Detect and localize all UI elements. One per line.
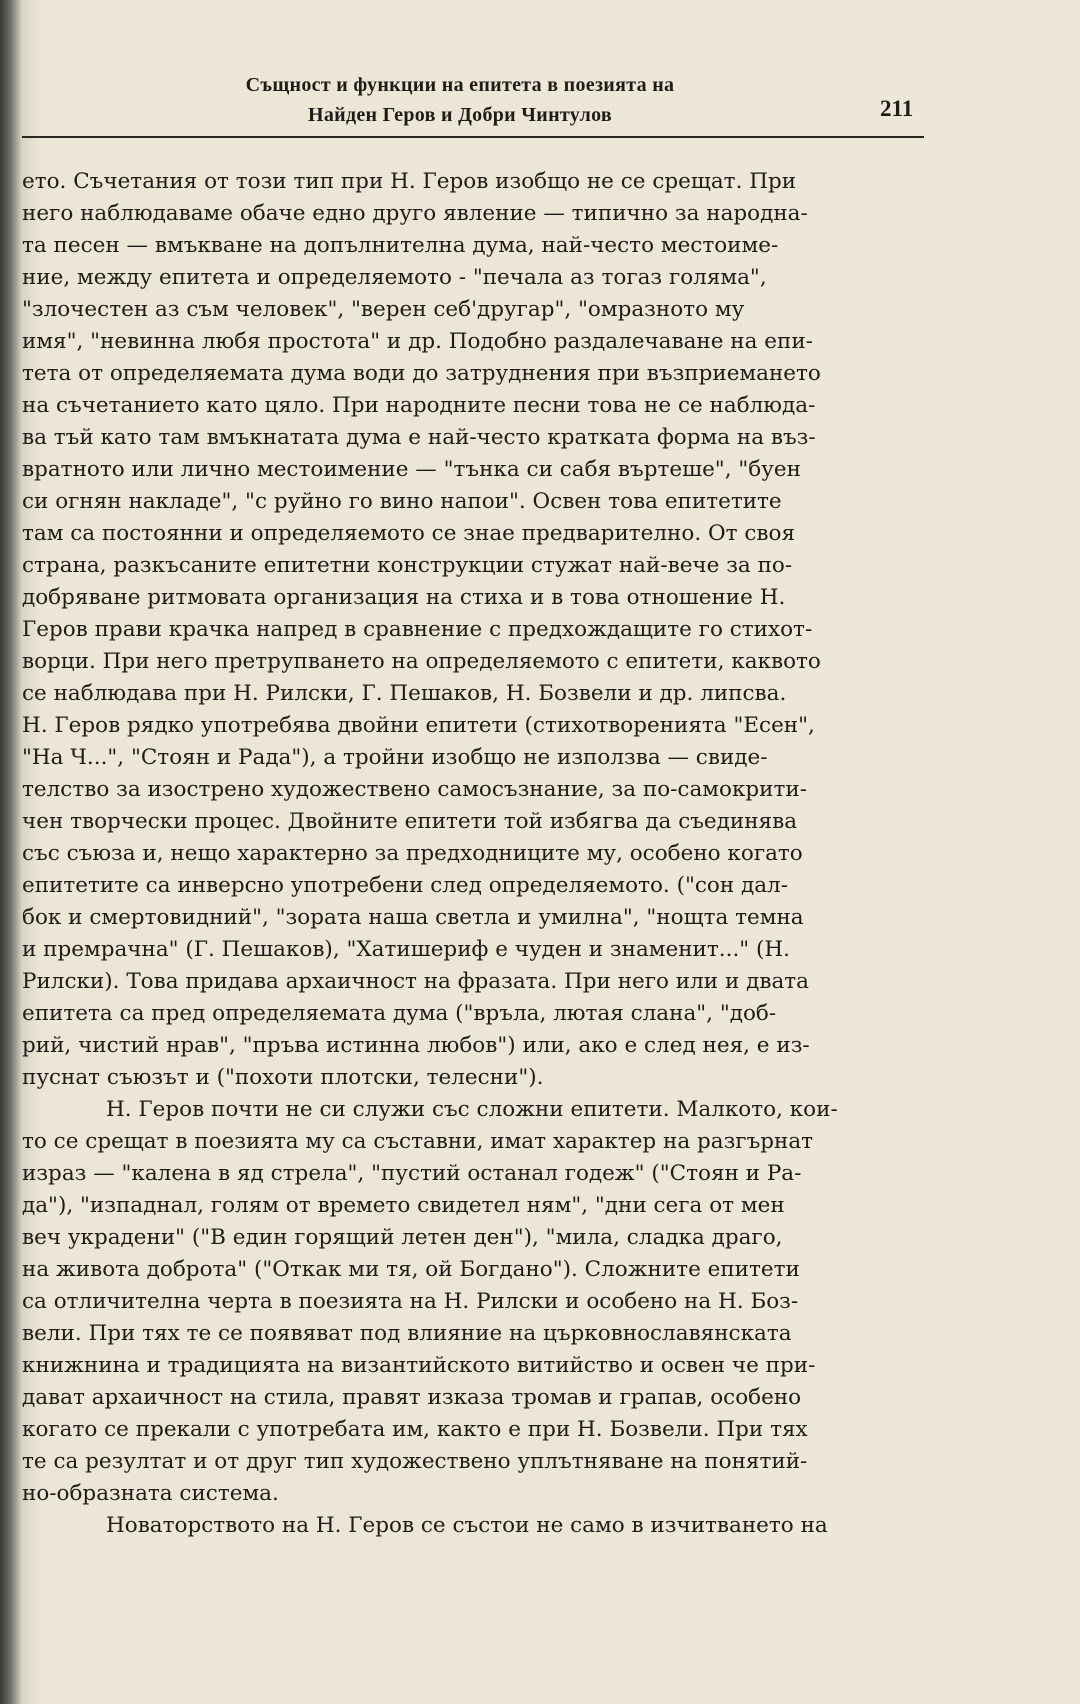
text-line: то се срещат в поезията му са съставни, имат характер на разгърнат	[22, 1129, 814, 1154]
header-title-line-1: Същност и функции на епитета в поезията на	[245, 74, 675, 96]
text-line: веч украдени" ("В един горящий летен ден"), "мила, сладка драго,	[22, 1225, 783, 1250]
text-line: него наблюдаваме обаче едно друго явление — типично за народна-	[22, 201, 808, 226]
text-line: Н. Геров рядко употребява двойни епитети (стихотворенията "Есен",	[22, 713, 815, 738]
text-line: епитета са пред определяемата дума ("връла, лютая слана", "доб-	[22, 1001, 777, 1026]
text-line: вели. При тях те се появяват под влияние на църковнославянската	[22, 1321, 792, 1346]
paragraph-1	[22, 166, 942, 1094]
text-line: те са резултат и от друг тип художествено уплътняване на понятий-	[22, 1449, 808, 1474]
text-line: имя", "невинна любя простота" и др. Подобно раздалечаване на епи-	[22, 329, 813, 354]
text-line: страна, разкъсаните епитетни конструкции стужат най-вече за по-	[22, 553, 793, 578]
text-line: когато се прекали с употребата им, както е при Н. Бозвели. При тях	[22, 1417, 808, 1442]
text-line: чен творчески процес. Двойните епитети той избягва да съединява	[22, 809, 798, 834]
text-line: там са постоянни и определяемото се знае предварително. От своя	[22, 521, 796, 546]
text-line: телство за изострено художествено самосъзнание, за по-самокрити-	[22, 777, 807, 802]
text-line: ние, между епитета и определяемото - "печала аз тогаз голяма",	[22, 265, 767, 290]
text-line: тета от определяемата дума води до затруднения при възприемането	[22, 361, 821, 386]
header-title-line-2: Найден Геров и Добри Чинтулов	[307, 104, 613, 126]
text-line: на съчетанието като цяло. При народните песни това не се наблюда-	[22, 393, 816, 418]
text-line: си огнян накладе", "с руйно го вино напои". Освен това епитетите	[22, 489, 782, 514]
text-line: рий, чистий нрав", "пръва истинна любов") или, ако е след нея, е из-	[22, 1033, 810, 1058]
text-line: книжнина и традицията на византийското витийство и освен че при-	[22, 1353, 816, 1378]
text-line: "злочестен аз съм человек", "верен себ'другар", "омразното му	[22, 297, 745, 322]
text-line: епитетите са инверсно употребени след определяемото. ("сон дал-	[22, 873, 788, 898]
paragraph-3	[22, 1510, 942, 1542]
text-line: Н. Геров почти не си служи със сложни епитети. Малкото, кои-	[106, 1097, 838, 1122]
text-line: се наблюдава при Н. Рилски, Г. Пешаков, Н. Бозвели и др. липсва.	[22, 681, 787, 706]
text-line: Рилски). Това придава архаичност на фразата. При него или и двата	[22, 969, 809, 994]
text-line: "На Ч...", "Стоян и Рада"), а тройни изобщо не използва — свиде-	[22, 745, 768, 770]
text-line: ворци. При него претрупването на определяемото с епитети, каквото	[22, 649, 821, 674]
text-line: добряване ритмовата организация на стиха и в това отношение Н.	[22, 585, 786, 610]
paragraph-2	[22, 1094, 942, 1510]
text-line: бок и смертовидний", "зората наша светла и умилна", "нощта темна	[22, 905, 804, 930]
text-line: със съюза и, нещо характерно за предходниците му, особено когато	[22, 841, 803, 866]
text-line: но-образната система.	[22, 1481, 279, 1506]
text-line: Геров прави крачка напред в сравнение с предхождащите го стихот-	[22, 617, 813, 642]
text-line: ва тъй като там вмъкнатата дума е най-често кратката форма на въз-	[22, 425, 816, 450]
text-line: ето. Съчетания от този тип при Н. Геров изобщо не се срещат. При	[22, 169, 797, 194]
text-line: Новаторството на Н. Геров се състои не само в изчитването на	[106, 1513, 828, 1538]
text-line: дават архаичност на стила, правят изказа тромав и грапав, особено	[22, 1385, 802, 1410]
text-line: на живота доброта" ("Откак ми тя, ой Богдано"). Сложните епитети	[22, 1257, 800, 1282]
text-line: вратното или лично местоимение — "тънка си сабя въртеше", "буен	[22, 457, 801, 482]
body-text	[22, 166, 942, 1542]
page-number: 211	[880, 96, 914, 121]
text-line: са отличителна черта в поезията на Н. Рилски и особено на Н. Боз-	[22, 1289, 799, 1314]
text-line: израз — "калена в яд стрела", "пустий останал годеж" ("Стоян и Ра-	[22, 1161, 802, 1186]
text-line: та песен — вмъкване на допълнителна дума, най-често местоиме-	[22, 233, 779, 258]
header-rule	[22, 136, 924, 138]
running-header	[180, 70, 740, 130]
text-line: пуснат съюзът и ("похоти плотски, телесни").	[22, 1065, 544, 1090]
text-line: да"), "изпаднал, голям от времето свидетел ням", "дни сега от мен	[22, 1193, 785, 1218]
text-line: и премрачна" (Г. Пешаков), "Хатишериф е чуден и знаменит..." (Н.	[22, 937, 790, 962]
